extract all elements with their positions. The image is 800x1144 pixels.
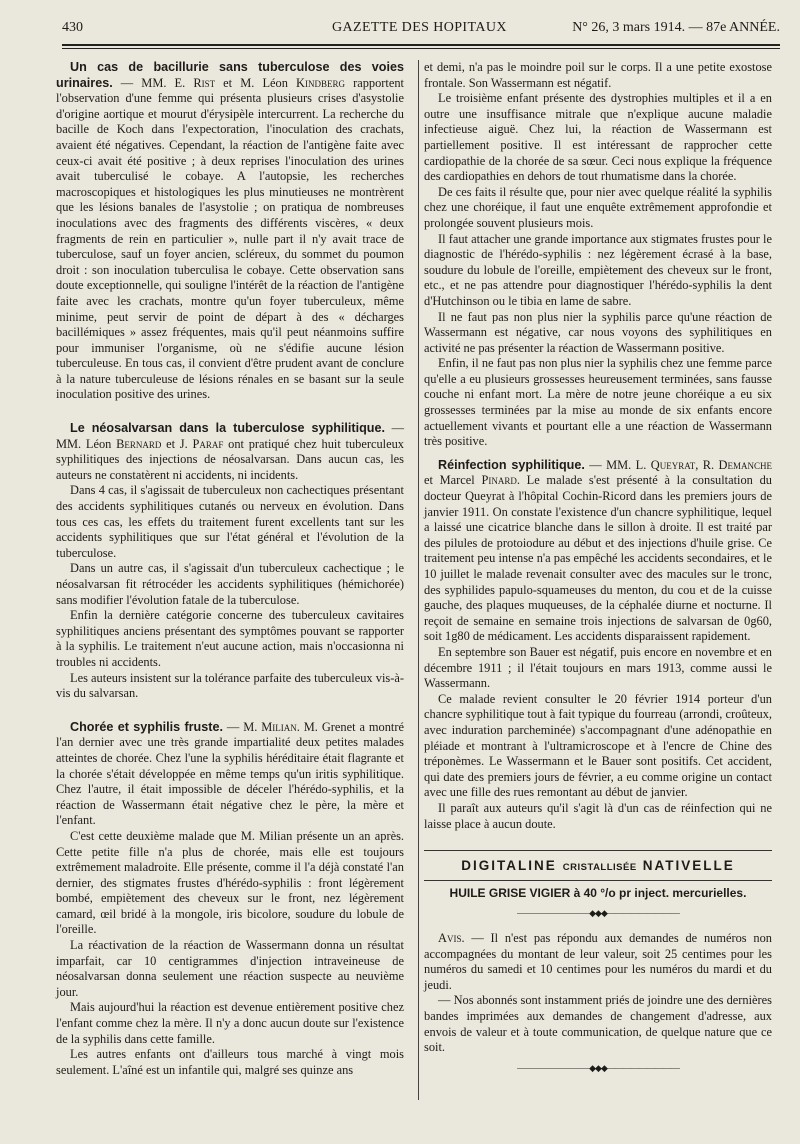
paragraph: Mais aujourd'hui la réaction est devenue entièrement positive chez l'enfant comme chez la mère. Il n'y a donc aucun doute sur l'existence de la syphilis dans cette famille. (56, 1000, 404, 1046)
paragraph: Enfin, il ne faut pas non plus nier la syphilis chez une femme parce qu'elle a eu plusieurs grossesses heureusement terminées, sans fausse couche ni enfant mort. La mère de notre jeune choréique a eu six grossesses terminées par la mise au monde de six enfants encore actuellement vivants et pourtant elle a une réaction de Wassermann très positive. (424, 356, 772, 449)
paragraph: Dans un autre cas, il s'agissait d'un tuberculeux cachectique ; le néosalvarsan fit rétrocéder les accidents syphilitiques (hémichorée) sans modifier l'évolution fatale de la tuberculose. (56, 561, 404, 607)
page-number: 430 (62, 20, 83, 35)
article-body: rapportent l'observation d'une femme qui présenta plusieurs crises d'asystolie d'origine aortique et mourut d'érysipèle intercurrent. La recherche du bacille de Koch dans l'expectoration, l'inoculation des crachats, avaient été négatives. Cependant, la réaction de l'antigène faite avec ceux-ci avait été positive ; à deux reprises l'inoculation des urines avait tuberculisé le cobaye. A l'autopsie, les recherches macroscopiques et histologiques les plus minutieuses ne montrèrent que les lésions banales de l'asystolie ; on pratiqua de nombreuses inoculations avec des fragments des différents viscères, « deux fragments de rein en particulier », nulle part il n'y avait trace de tuberculose, sauf un foyer ancien, scléreux, du sommet du poumon droit : son inoculation tuberculisa le cobaye. Cette observation sans doute exceptionnelle, qui souligne l'intérêt de la réaction de l'antigène faite avec les crachats, montre qu'un foyer tuberculeux, même minime, peut servir de point de départ à des « décharges bacillémiques » assez fréquentes, mais qu'il peut néanmoins suffire pour immuniser l'organisme, où ne s'édifie aucune lésion tuberculeuse. En tous cas, il convient d'être prudent avant de conclure à la nature tuberculeuse de lésions rénales en se basant sur la seule inoculation positive des urines. (56, 75, 404, 402)
author-intro: — MM. E. (112, 75, 194, 90)
paragraph: Il ne faut pas non plus nier la syphilis parce qu'une réaction de Wassermann est négative, car nous voyons des syphilitiques en activité ne pas présenter la réaction de Wassermann positive. (424, 309, 772, 355)
author-intro: — M. (222, 719, 262, 734)
author-intro: — MM. Léon (56, 421, 404, 451)
advert-word: NATIVELLE (642, 858, 735, 874)
paragraph: Dans 4 cas, il s'agissait de tuberculeux non cachectiques présentant des accidents syphilitiques cutanés ou nerveux en évolution. Dans tous ces cas, les effets du traitement furent excellents tant sur les accidents syphilitiques que sur l'état général et l'évolution de la tuberculose. (56, 483, 404, 560)
author-name: Pinard (481, 473, 517, 488)
author-name: Kindberg (296, 75, 345, 90)
header-rule (62, 44, 780, 49)
paragraph: Il paraît aux auteurs qu'il s'agit là d'un cas de réinfection qui ne laisse place à aucun doute. (424, 800, 772, 831)
article-reinfection (424, 458, 772, 645)
author-join: et J. (161, 436, 193, 451)
avis-notice (424, 931, 772, 993)
paragraph: Il faut attacher une grande importance aux stigmates frustes pour le diagnostic de l'hérédo-syphilis : nez légèrement écrasé à la base, soudure du lobule de l'oreille, empiètement des cheveux sur le front, etc., et ne pas attendre pour diagnostiquer l'hérédo-syphilis la dent d'Hutchinson ou le tibia en lame de sabre. (424, 231, 772, 308)
article-body: . M. Grenet a montré l'an dernier avec une très grande impartialité deux petites malades atteintes de chorée. Chez l'une la syphilis héréditaire était flagrante et la chorée s'était développée en même temps qu'un iritis syphilitique. Chez l'autre, il était impossible de déceler l'hérédo-syphilis, et la réaction de Wassermann était négative chez le père, la mère et l'enfant. (56, 719, 404, 828)
paragraph: De ces faits il résulte que, pour nier avec quelque réalité la syphilis chez une choréique, il faut une enquête extrêmement approfondie et prolongée souvent plusieurs mois. (424, 184, 772, 230)
author-name: Paraf (192, 436, 224, 451)
author-join: , R. (695, 457, 719, 472)
column-divider (418, 60, 419, 1100)
advert-rule (424, 880, 772, 881)
author-join: et Marcel (424, 473, 482, 488)
advert-huile-grise: HUILE GRISE VIGIER à 40 °/o pr inject. mercurielles. (449, 886, 747, 901)
avis-notice-2: — Nos abonnés sont instamment priés de joindre une des dernières bandes imprimées aux demandes de changement d'adresse, aux envois de valeur et à toute communication, de quelque nature que ce soit. (424, 993, 772, 1055)
author-intro: — MM. L. (584, 457, 651, 472)
avis-body: — Il n'est pas répondu aux demandes de numéros non accompagnées du montant de leur valeur, soit 25 centimes pour les numéros du samedi et 10 centimes pour les numéros du mardi et du jeudi. (424, 931, 772, 992)
advert-digitaline (424, 857, 772, 877)
right-column (424, 60, 772, 1086)
article-title: Chorée et syphilis fruste. (70, 719, 223, 734)
author-name: Rist (193, 75, 216, 90)
advert-word: DIGITALINE (461, 858, 557, 874)
advert-rule (424, 850, 772, 851)
ornament-divider: —————————◆◆◆————————— (517, 908, 679, 919)
paragraph: Le troisième enfant présente des dystrophies multiples et il a en outre une insuffisance mitrale que n'explique aucune maladie infectieuse aiguë. Chez lui, la réaction de Wassermann est partiellement positive. Il est intéressant de rapprocher cette cardiopathie de la chorée de sa sœur. Ceci nous explique la fréquence des cardiopathies en dehors de tout rhumatisme dans la chorée. (424, 91, 772, 184)
article-choree (56, 720, 404, 829)
article-neosalvarsan (56, 421, 404, 483)
article-title: Réinfection syphilitique. (438, 457, 585, 472)
author-join: et M. Léon (215, 75, 297, 90)
paragraph: Les autres enfants ont d'ailleurs tous marché à vingt mois seulement. L'aîné est un infantile qui, malgré ses quinze ans (56, 1047, 404, 1077)
journal-title: GAZETTE DES HOPITAUX (332, 20, 507, 35)
paragraph: Enfin la dernière catégorie concerne des tuberculeux cavitaires syphilitiques anciens présentant des symptômes pouvant se rapporter à la syphilis. Le traitement n'eut aucune action, mais n'occasionna ni troubles ni accidents. (56, 608, 404, 669)
article-body: . Le malade s'est présenté à la consultation du docteur Queyrat à l'hôpital Cochin-Ricord dans les premiers jours de janvier 1911. On constate l'existence d'un chancre syphilitique, lequel a laissé une cicatrice blanche dans le sillon à droite. Il est traité par des pilules de protoiodure au début et des injections d'huile grise. Ce traitement peu intense n'a pas empêché les accidents secondaires, et le 10 juillet le malade revenait consulter avec des macules sur le tronc, des syphilides papulo-squameuses du menton, du cou et de la cuisse gauche, des plaques muqueuses, de la céphalée diurne et nocturne. Il reçoit de semaine en semaine trois injections de salvarsan de 0g60, soit 1g80 de médicament. Les accidents disparaissent rapidement. (424, 473, 772, 644)
paragraph: En septembre son Bauer est négatif, puis encore en novembre et en décembre 1911 ; il l'était toujours en mars 1913, comme aussi le Wassermann. (424, 644, 772, 691)
author-name: Queyrat (650, 457, 696, 472)
paragraph: Les auteurs insistent sur la tolérance parfaite des tuberculeux vis-à-vis du salvarsan. (56, 670, 404, 701)
article-body: ont pratiqué chez huit tuberculeux syphilitiques des injections de néosalvarsan. Dans aucun cas, les auteurs ne constatèrent ni accidents, ni incidents. (56, 436, 405, 482)
article-bacillurie (56, 60, 404, 403)
avis-label: Avis. (438, 931, 465, 946)
left-column (56, 60, 404, 1078)
paragraph: et demi, n'a pas le moindre poil sur le corps. Il a une petite exostose frontale. Son Wassermann est négatif. (424, 60, 772, 90)
issue-info: N° 26, 3 mars 1914. — 87e ANNÉE. (572, 20, 780, 35)
page-header (62, 18, 780, 40)
paragraph: Ce malade revient consulter le 20 février 1914 porteur d'un chancre syphilitique tout à fait typique du fourreau (arrondi, croûteux, avec induration parcheminée) s'accompagnant d'une adénopathie en pléiade et montrant à l'ultramicroscope et à l'encre de Chine des tréponèmes. Le Wassermann et le Bauer sont positifs. Cet accident, qui date des premiers jours de février, a eu comme origine un contact avec une fille des rues remontant au début de janvier. (424, 691, 772, 800)
advert-word: CRISTALLISÉE (562, 862, 637, 874)
paragraph: La réactivation de la réaction de Wassermann donna un résultat imparfait, car 10 centigrammes d'injection intraveineuse de néosalvarsan donna seulement une réaction suspecte au neuvième jour. (56, 938, 404, 999)
article-title: Le néosalvarsan dans la tuberculose syphilitique. (70, 421, 385, 436)
author-name: Milian (261, 719, 297, 734)
author-name: Demanche (718, 457, 772, 472)
paragraph: C'est cette deuxième malade que M. Milian présente un an après. Cette petite fille n'a plus de chorée, mais elle est toujours extrêmement maladroite. Elle présente, comme il l'a déjà constaté l'an dernier, des stigmates frustes d'hérédo-syphilis : front légèrement bombé, empiètement des cheveux sur le front, nez légèrement camard, œil bridé à la mongole, iris bicolore, soudure du lobule de l'oreille. (56, 828, 404, 937)
ornament-divider: —————————◆◆◆————————— (517, 1062, 679, 1073)
article-title: Un cas de bacillurie sans tuberculose des voies urinaires. (56, 60, 404, 90)
author-name: Bernard (116, 436, 162, 451)
